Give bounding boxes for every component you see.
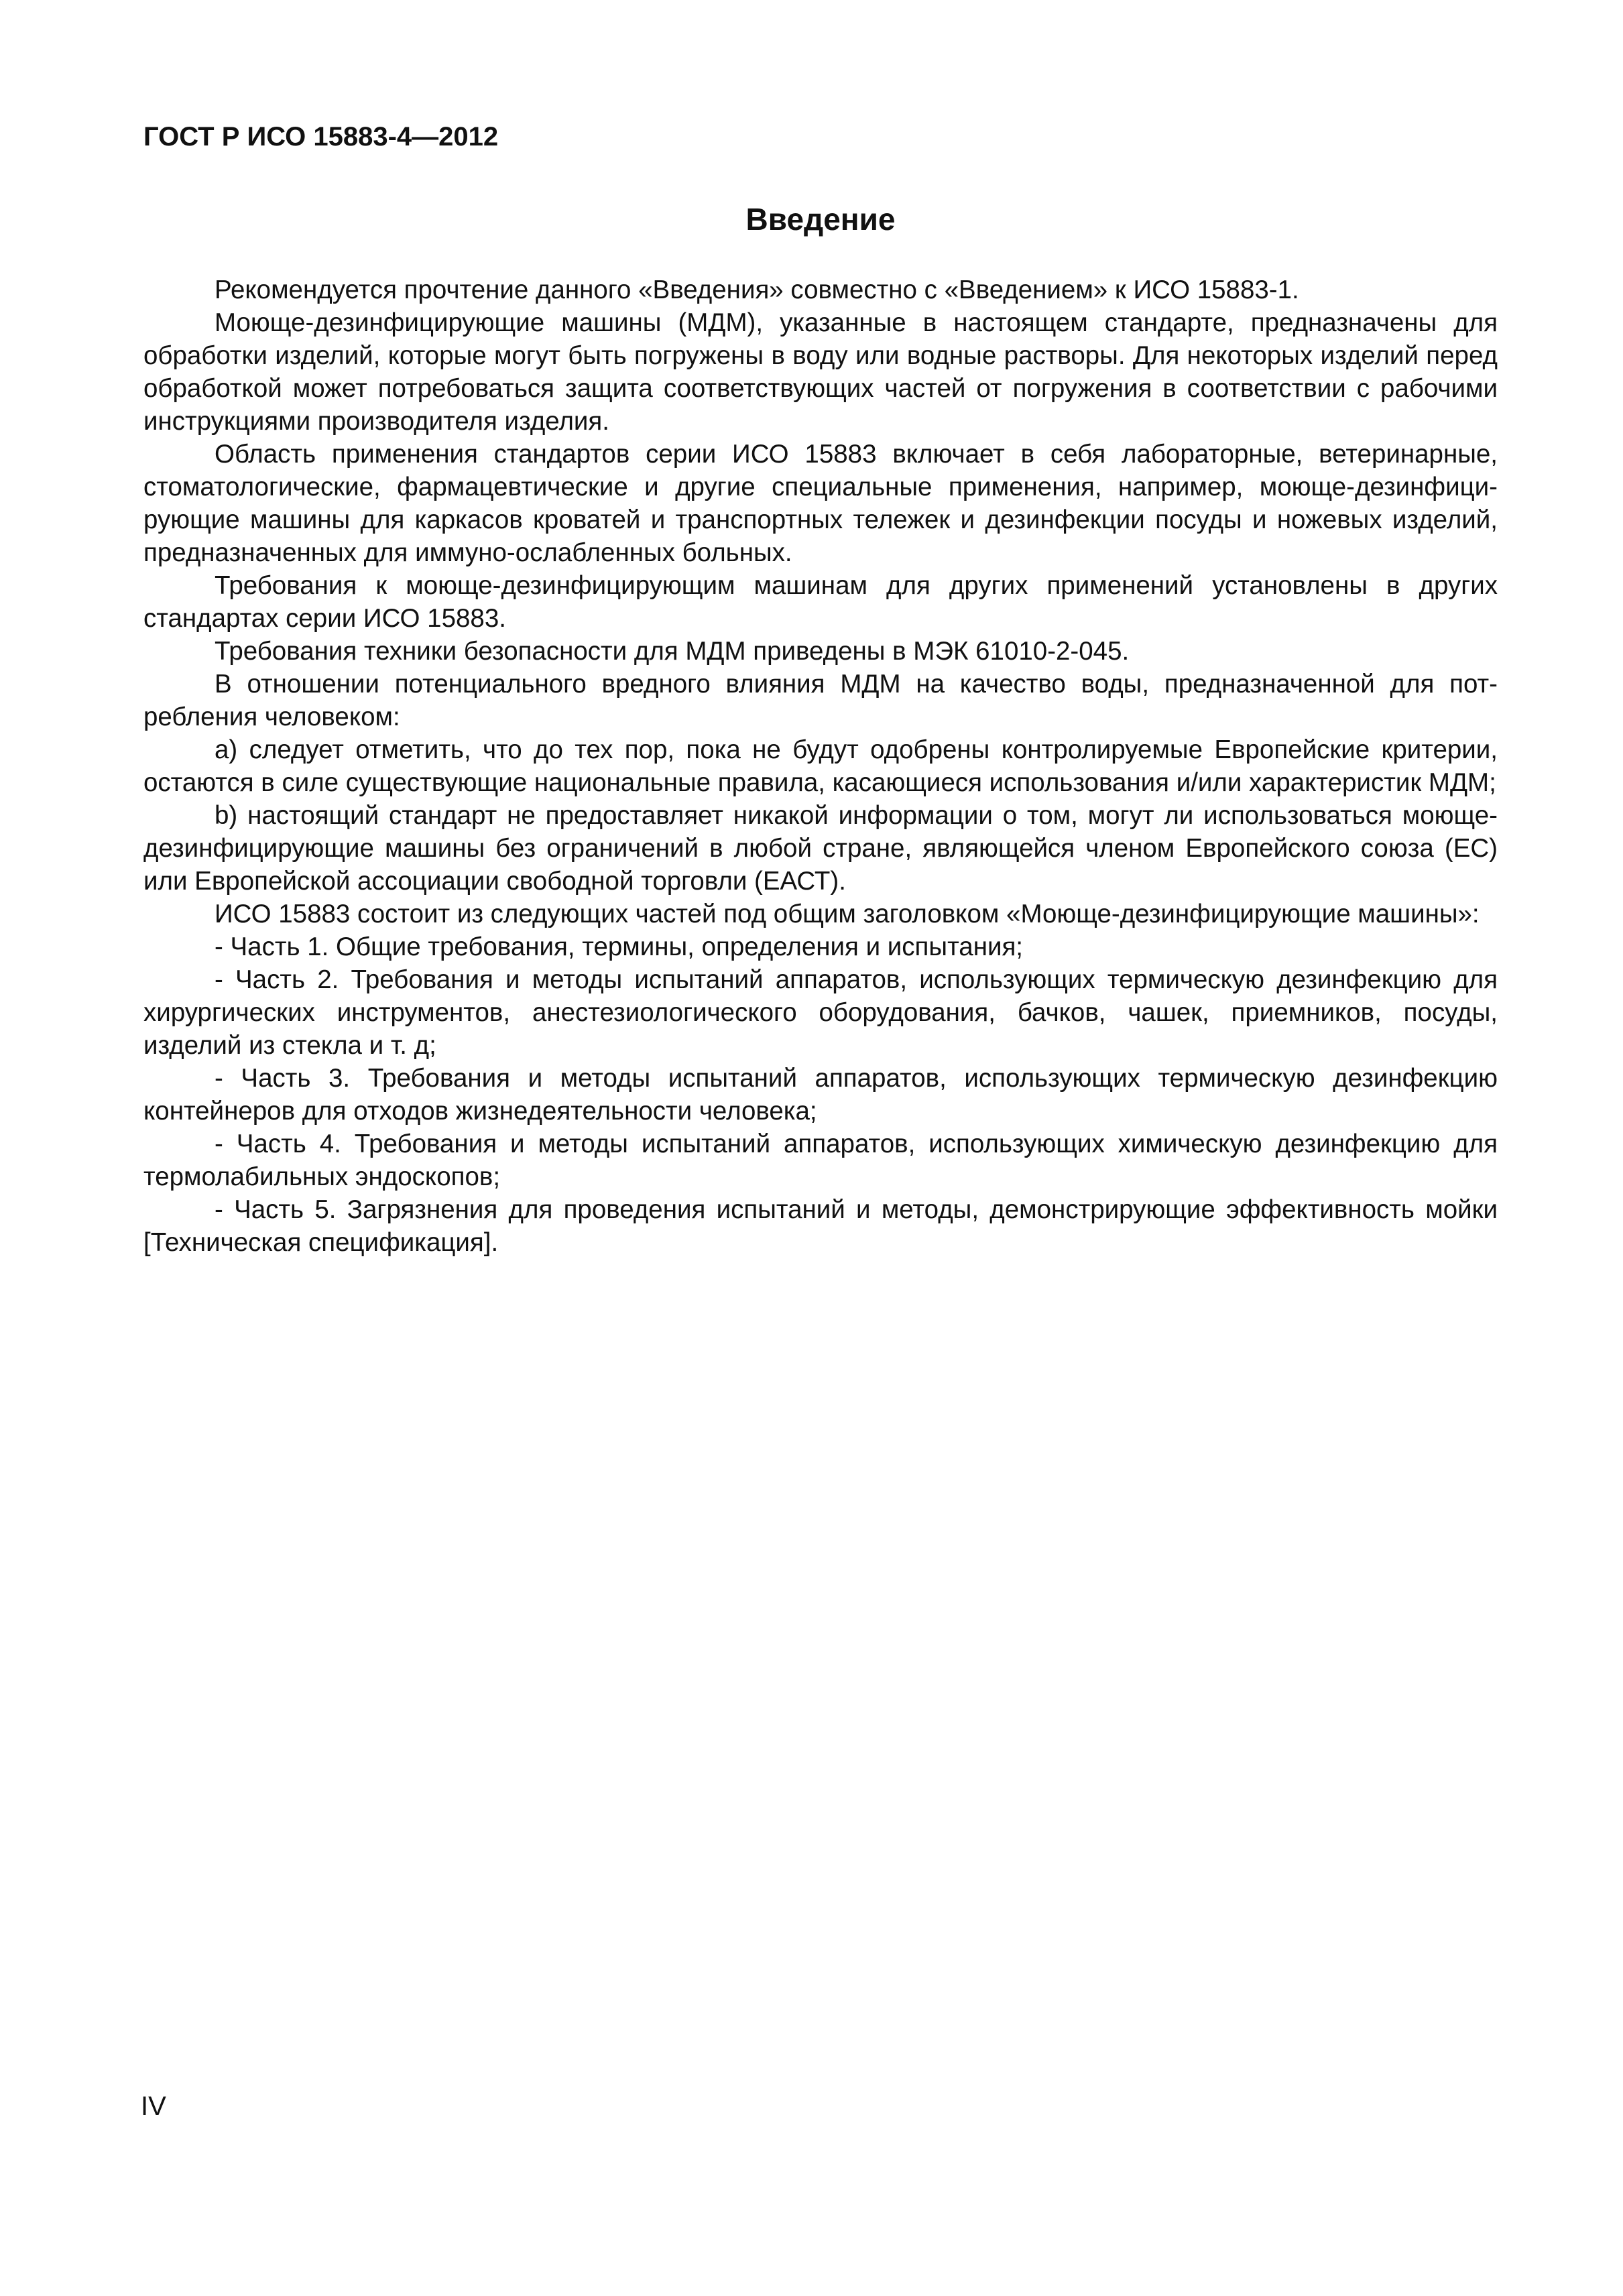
- list-item-part-5: - Часть 5. Загрязнения для проведения испытаний и методы, демонстрирующие эффективность мойки [Техническая спецификация].: [143, 1195, 1498, 1257]
- section-title: Введение: [745, 202, 896, 237]
- list-item-b: b) настоящий стандарт не предоставляет никакой информации о том, могут ли использоваться моюще-дезинфицирующие машины без ограничений в любой стране, являющейся членом Европейского союза (ЕС) или Европейской ассоциации свободной торговли (ЕАСТ).: [143, 801, 1498, 896]
- introduction-body: [143, 274, 1498, 1259]
- page-number: IV: [141, 2092, 166, 2121]
- paragraph-mdm-description: Моюще-дезинфицирующие машины (МДМ), указанные в настоящем стандарте, предназначены для обработки изделий, которые могут быть погружены в воду или водные растворы. Для некоторых изделий перед обработкой может потребоваться защита соответствующих частей от погружения в соответствии с рабочими инструкциями производителя изделия.: [143, 308, 1498, 436]
- paragraph-water-quality: В отношении потенциального вредного влияния МДМ на качество воды, предназначенной для потребления человеком:: [143, 670, 1498, 731]
- paragraph-parts-intro: ИСО 15883 состоит из следующих частей под общим заголовком «Моюще-дезинфицирующие машины»:: [215, 900, 1480, 928]
- paragraph-reading-recommendation: Рекомендуется прочтение данного «Введения» совместно с «Введением» к ИСО 15883-1.: [215, 276, 1299, 304]
- paragraph-other-applications: Требования к моюще-дезинфицирующим машинам для других применений установлены в других стандартах серии ИСО 15883.: [143, 571, 1498, 633]
- document-code: ГОСТ Р ИСО 15883-4—2012: [143, 122, 499, 152]
- list-item-part-1: - Часть 1. Общие требования, термины, определения и испытания;: [215, 932, 1024, 961]
- paragraph-safety-requirements: Требования техники безопасности для МДМ приведены в МЭК 61010-2-045.: [215, 637, 1130, 666]
- list-item-part-4: - Часть 4. Требования и методы испытаний аппаратов, использующих химическую дезинфекцию для термолабильных эндоскопов;: [143, 1130, 1498, 1191]
- list-item-part-3: - Часть 3. Требования и методы испытаний аппаратов, использующих термическую дезинфекцию контейнеров для отходов жизнедеятельности человека;: [143, 1064, 1498, 1126]
- list-item-part-2: - Часть 2. Требования и методы испытаний аппаратов, использующих термическую дезинфекцию для хирургических инструментов, анестезиологического оборудования, бачков, чашек, приемников, посуды, изделий из стекла и т. д;: [143, 965, 1498, 1060]
- paragraph-scope: Область применения стандартов серии ИСО 15883 включает в себя лабораторные, ветеринарные, стоматологические, фармацевтические и другие специальные применения, например, моюще-дезинфицирующие машины для каркасов кроватей и транспортных тележек и дезинфекции посуды и ножевых изделий, предназначенных для иммуно-ослабленных больных.: [143, 440, 1498, 567]
- list-item-a: а) следует отметить, что до тех пор, пока не будут одобрены контролируемые Европейские критерии, остаются в силе существующие национальные правила, касающиеся использования и/или характеристик МДМ;: [143, 735, 1498, 797]
